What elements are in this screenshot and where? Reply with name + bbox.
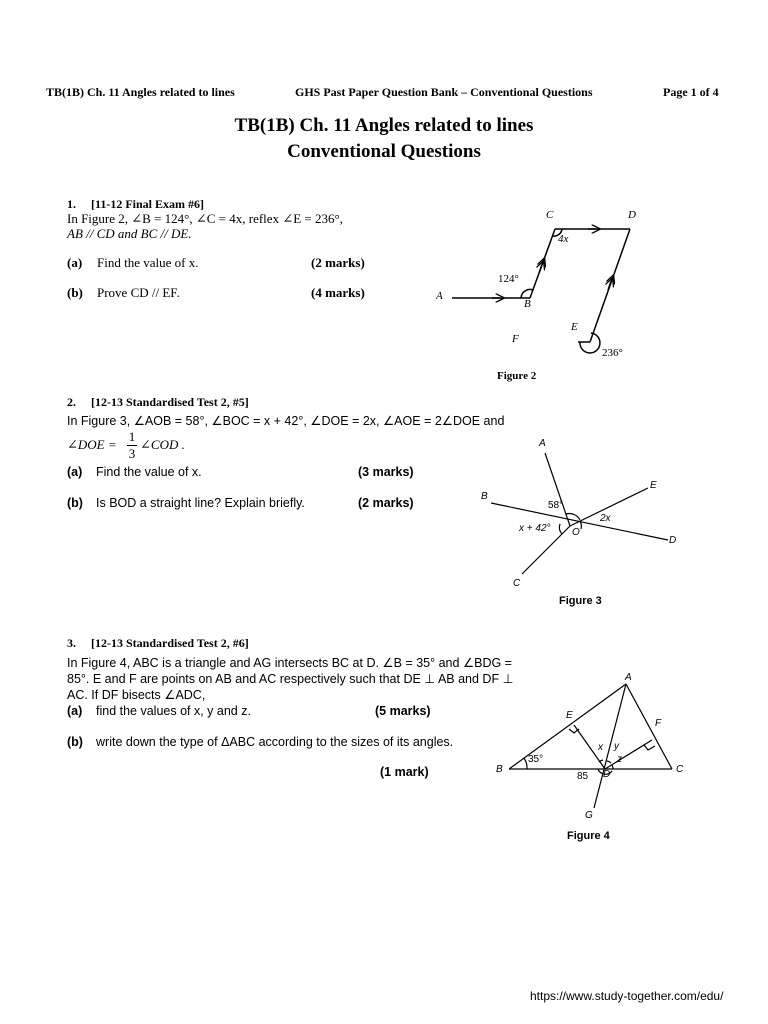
fig3-angle-aob: 58° <box>548 500 564 511</box>
q3-stem-line2: 85°. E and F are points on AB and AC respectively such that DE ⊥ AB and DF ⊥ <box>67 672 514 686</box>
q3-stem-line3: AC. If DF bisects ∠ADC, <box>67 688 206 702</box>
q2-frac-denominator: 3 <box>128 446 136 461</box>
q2b-marks: (2 marks) <box>358 496 414 510</box>
q3a-marks: (5 marks) <box>375 704 431 718</box>
q2-stem-line2-left: ∠DOE = <box>67 437 117 452</box>
figure-3-caption: Figure 3 <box>559 595 602 607</box>
q2-source: [12-13 Standardised Test 2, #5] <box>91 395 249 409</box>
q3-stem-line1: In Figure 4, ABC is a triangle and AG intersects BC at D. ∠B = 35° and ∠BDG = <box>67 656 512 670</box>
header-left: TB(1B) Ch. 11 Angles related to lines <box>46 85 235 99</box>
q3a-label: (a) <box>67 704 83 718</box>
fig4-label-f: F <box>655 718 662 729</box>
fig4-label-a: A <box>625 672 632 683</box>
q1-source: [11-12 Final Exam #6] <box>91 197 204 211</box>
fig3-label-b: B <box>481 491 488 502</box>
q3-number: 3. <box>67 636 76 650</box>
side-ac <box>626 684 672 769</box>
q2-number: 2. <box>67 395 76 409</box>
angle-b-arc <box>524 758 527 769</box>
footer-url[interactable]: https://www.study-together.com/edu/ <box>530 989 724 1003</box>
q2-frac-numerator: 1 <box>128 429 136 444</box>
figure-4-caption: Figure 4 <box>567 830 610 842</box>
q1-stem-line1: In Figure 2, ∠B = 124°, ∠C = 4x, reflex ∠E = 236°, <box>67 211 343 226</box>
fig3-angle-boc: x + 42° <box>519 523 551 534</box>
fig2-label-c: C <box>546 209 554 221</box>
q2b-label: (b) <box>67 496 83 510</box>
angle-y-arc <box>607 761 611 763</box>
figure-2-caption: Figure 2 <box>497 370 537 382</box>
fig2-label-b: B <box>524 298 531 310</box>
q2a-label: (a) <box>67 465 83 479</box>
q3b-marks: (1 mark) <box>380 765 429 779</box>
fig3-label-d: D <box>669 535 677 546</box>
fig4-label-g: G <box>585 810 593 821</box>
fig4-angle-y: y <box>614 741 619 752</box>
fig4-label-e: E <box>566 710 573 721</box>
q2b-text: Is BOD a straight line? Explain briefly. <box>96 496 305 510</box>
q3-source: [12-13 Standardised Test 2, #6] <box>91 636 249 650</box>
q1b-label: (b) <box>67 285 83 300</box>
fig3-angle-doe: 2x <box>600 513 611 524</box>
q2a-marks: (3 marks) <box>358 465 414 479</box>
q2-stem-line1: In Figure 3, ∠AOB = 58°, ∠BOC = x + 42°, ∠DOE = 2x, ∠AOE = 2∠DOE and <box>67 414 505 428</box>
fig2-angle-c: 4x <box>558 233 569 245</box>
fig4-label-b: B <box>496 764 503 775</box>
right-angle-f <box>644 745 655 750</box>
fig3-label-o: O <box>572 527 580 538</box>
side-ab <box>509 684 626 769</box>
fig4-angle-b: 35° <box>528 754 544 765</box>
fig4-angle-x: x <box>598 742 603 753</box>
q3b-label: (b) <box>67 735 83 749</box>
fig4-label-d: D <box>603 769 611 780</box>
q1a-marks: (2 marks) <box>311 255 365 270</box>
header-page-number: Page 1 of 4 <box>663 85 719 99</box>
fig2-label-f: F <box>512 333 519 345</box>
q1a-label: (a) <box>67 255 83 270</box>
fig4-angle-bdg: 85 <box>577 771 589 782</box>
fig3-label-a: A <box>539 438 546 449</box>
fig2-label-a: A <box>436 290 443 302</box>
fig4-label-c: C <box>676 764 684 775</box>
page-subtitle: Conventional Questions <box>287 141 481 162</box>
line-df <box>605 740 652 769</box>
q2-stem-line2-right: ∠COD . <box>140 437 185 452</box>
q1-stem-line2: AB // CD and BC // DE. <box>67 226 192 241</box>
fig2-angle-b: 124° <box>498 273 519 285</box>
q1b-marks: (4 marks) <box>311 285 365 300</box>
q2a-text: Find the value of x. <box>96 465 202 479</box>
q1b-text: Prove CD // EF. <box>97 285 180 300</box>
fig2-label-e: E <box>571 321 578 333</box>
q3b-text: write down the type of ΔABC according to the sizes of its angles. <box>96 735 454 749</box>
header-center: GHS Past Paper Question Bank – Conventional Questions <box>295 85 593 99</box>
q1a-text: Find the value of x. <box>97 255 199 270</box>
fig3-label-c: C <box>513 578 521 589</box>
fig2-label-d: D <box>628 209 636 221</box>
q1-number: 1. <box>67 197 76 211</box>
fig3-label-e: E <box>650 480 657 491</box>
fig2-angle-e: 236° <box>602 347 623 359</box>
fig4-angle-z: z <box>617 754 622 765</box>
q3a-text: find the values of x, y and z. <box>96 704 251 718</box>
page-title: TB(1B) Ch. 11 Angles related to lines <box>234 115 534 136</box>
